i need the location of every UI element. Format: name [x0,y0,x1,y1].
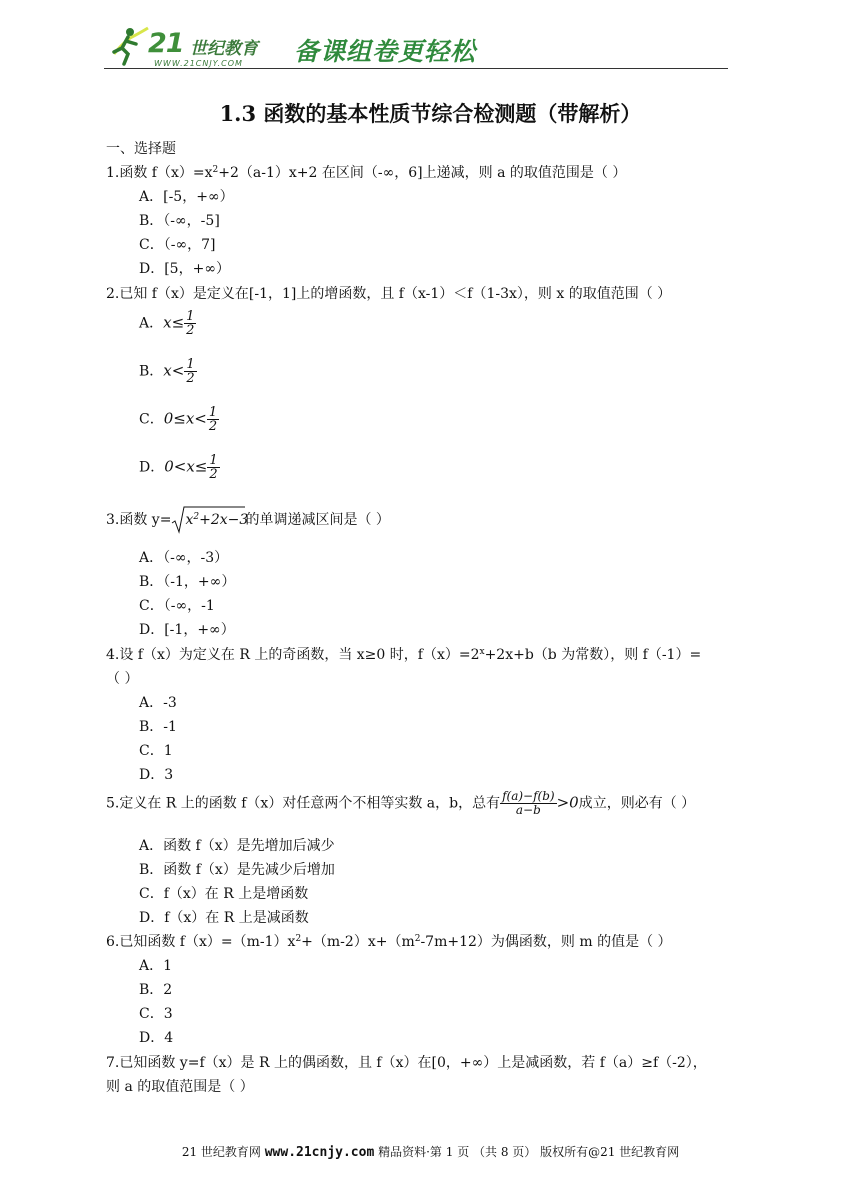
question-1-option-b: B．（-∞，-5] [139,213,220,229]
document-title: 1.3 函数的基本性质节综合检测题（带解析） [219,101,642,126]
question-4-option-b: B．-1 [139,719,177,735]
question-1-stem: 1.函数 $f(x)=x^2+2(a-1)x+2$ 在区间（-∞，6]上递减，则 a 的取值范围是（ ） [106,165,627,181]
question-1-option-c: C．（-∞，7] [139,237,216,253]
question-4-option-c: C．1 [139,743,173,759]
question-6-option-a: A．1 [139,958,173,974]
runner-logo-icon [108,24,152,66]
question-3-option-c: C．（-∞，-1 [139,598,215,614]
question-6-option-d: D．4 [139,1030,174,1046]
page-footer: 21 世纪教育网 www.21cnjy.com 精品资料·第 1 页 （共 8 页） 版权所有@21 世纪教育网 [181,1145,680,1160]
question-2-option-a: A．x≤ $\frac{1}{2}$ [139,309,195,338]
logo-name: 世纪教育 [190,39,258,59]
question-6-stem: 6.已知函数 $f(x)=(m-1)x^2+(m-2)x+(m^2-7m+12)$为偶函数，则 m 的值是（ ） [106,934,672,950]
square-root-expression: $x^2+2x-3$ [171,506,245,534]
logo-url: WWW.21CNJY.COM [154,59,243,68]
question-7-stem-continued: 则 a 的取值范围是（ ） [106,1079,254,1095]
question-4-option-d: D．3 [139,767,174,783]
question-6-option-c: C．3 [139,1006,173,1022]
question-5-option-a: A．函数 f（x）是先增加后减少 [139,838,335,854]
question-2-option-b: B．x< $\frac{1}{2}$ [139,357,195,386]
question-4-stem-continued: （ ） [106,671,139,687]
question-5-option-c: C．f（x）在 R 上是增函数 [139,886,309,902]
question-3-option-a: A．（-∞，-3） [139,550,229,566]
question-5-option-b: B．函数 f（x）是先减少后增加 [139,862,335,878]
question-4-stem: 4.设 f（x）为定义在 R 上的奇函数，当 x≥0 时，$f(x)=2^x+2x+b(b$ 为常数），则 f（-1）= [106,647,702,663]
logo-number: 21 [148,28,184,59]
question-2-stem: 2.已知 f（x）是定义在[-1，1]上的增函数，且 f（x-1）＜f（1-3x），则 x 的取值范围（ ） [106,286,672,302]
question-3-option-d: D．[-1，+∞） [139,622,235,638]
header-banner [104,22,728,72]
footer-url: www.21cnjy.com [264,1145,375,1160]
question-3-stem: 3.函数 y= $x^2+2x-3$ 的单调递减区间是（ ） [106,506,390,534]
question-5-stem: 5.定义在 R 上的函数 f（x）对任意两个不相等实数 a，b，总有 $\frac{f(a)-f(b)}{a-b}$ >0成立，则必有（ ） [106,789,696,817]
question-3-option-b: B．（-1，+∞） [139,574,236,590]
section-heading: 一、选择题 [106,141,176,157]
question-1-option-a: A．[-5，+∞） [139,189,234,205]
question-5-option-d: D．f（x）在 R 上是减函数 [139,910,309,926]
question-6-option-b: B．2 [139,982,173,998]
question-7-stem: 7.已知函数 y=f（x）是 R 上的偶函数，且 f（x）在[0，+∞）上是减函数，若 f（a）≥f（-2）， [106,1055,707,1071]
question-2-option-d: D．0<x≤ $\frac{1}{2}$ [139,453,218,482]
question-4-option-a: A．-3 [139,695,177,711]
question-2-option-c: C．0≤x< $\frac{1}{2}$ [139,405,218,434]
header-divider [104,68,728,69]
question-1-option-d: D．[5，+∞） [139,261,230,277]
header-slogan: 备课组卷更轻松 [294,37,477,66]
